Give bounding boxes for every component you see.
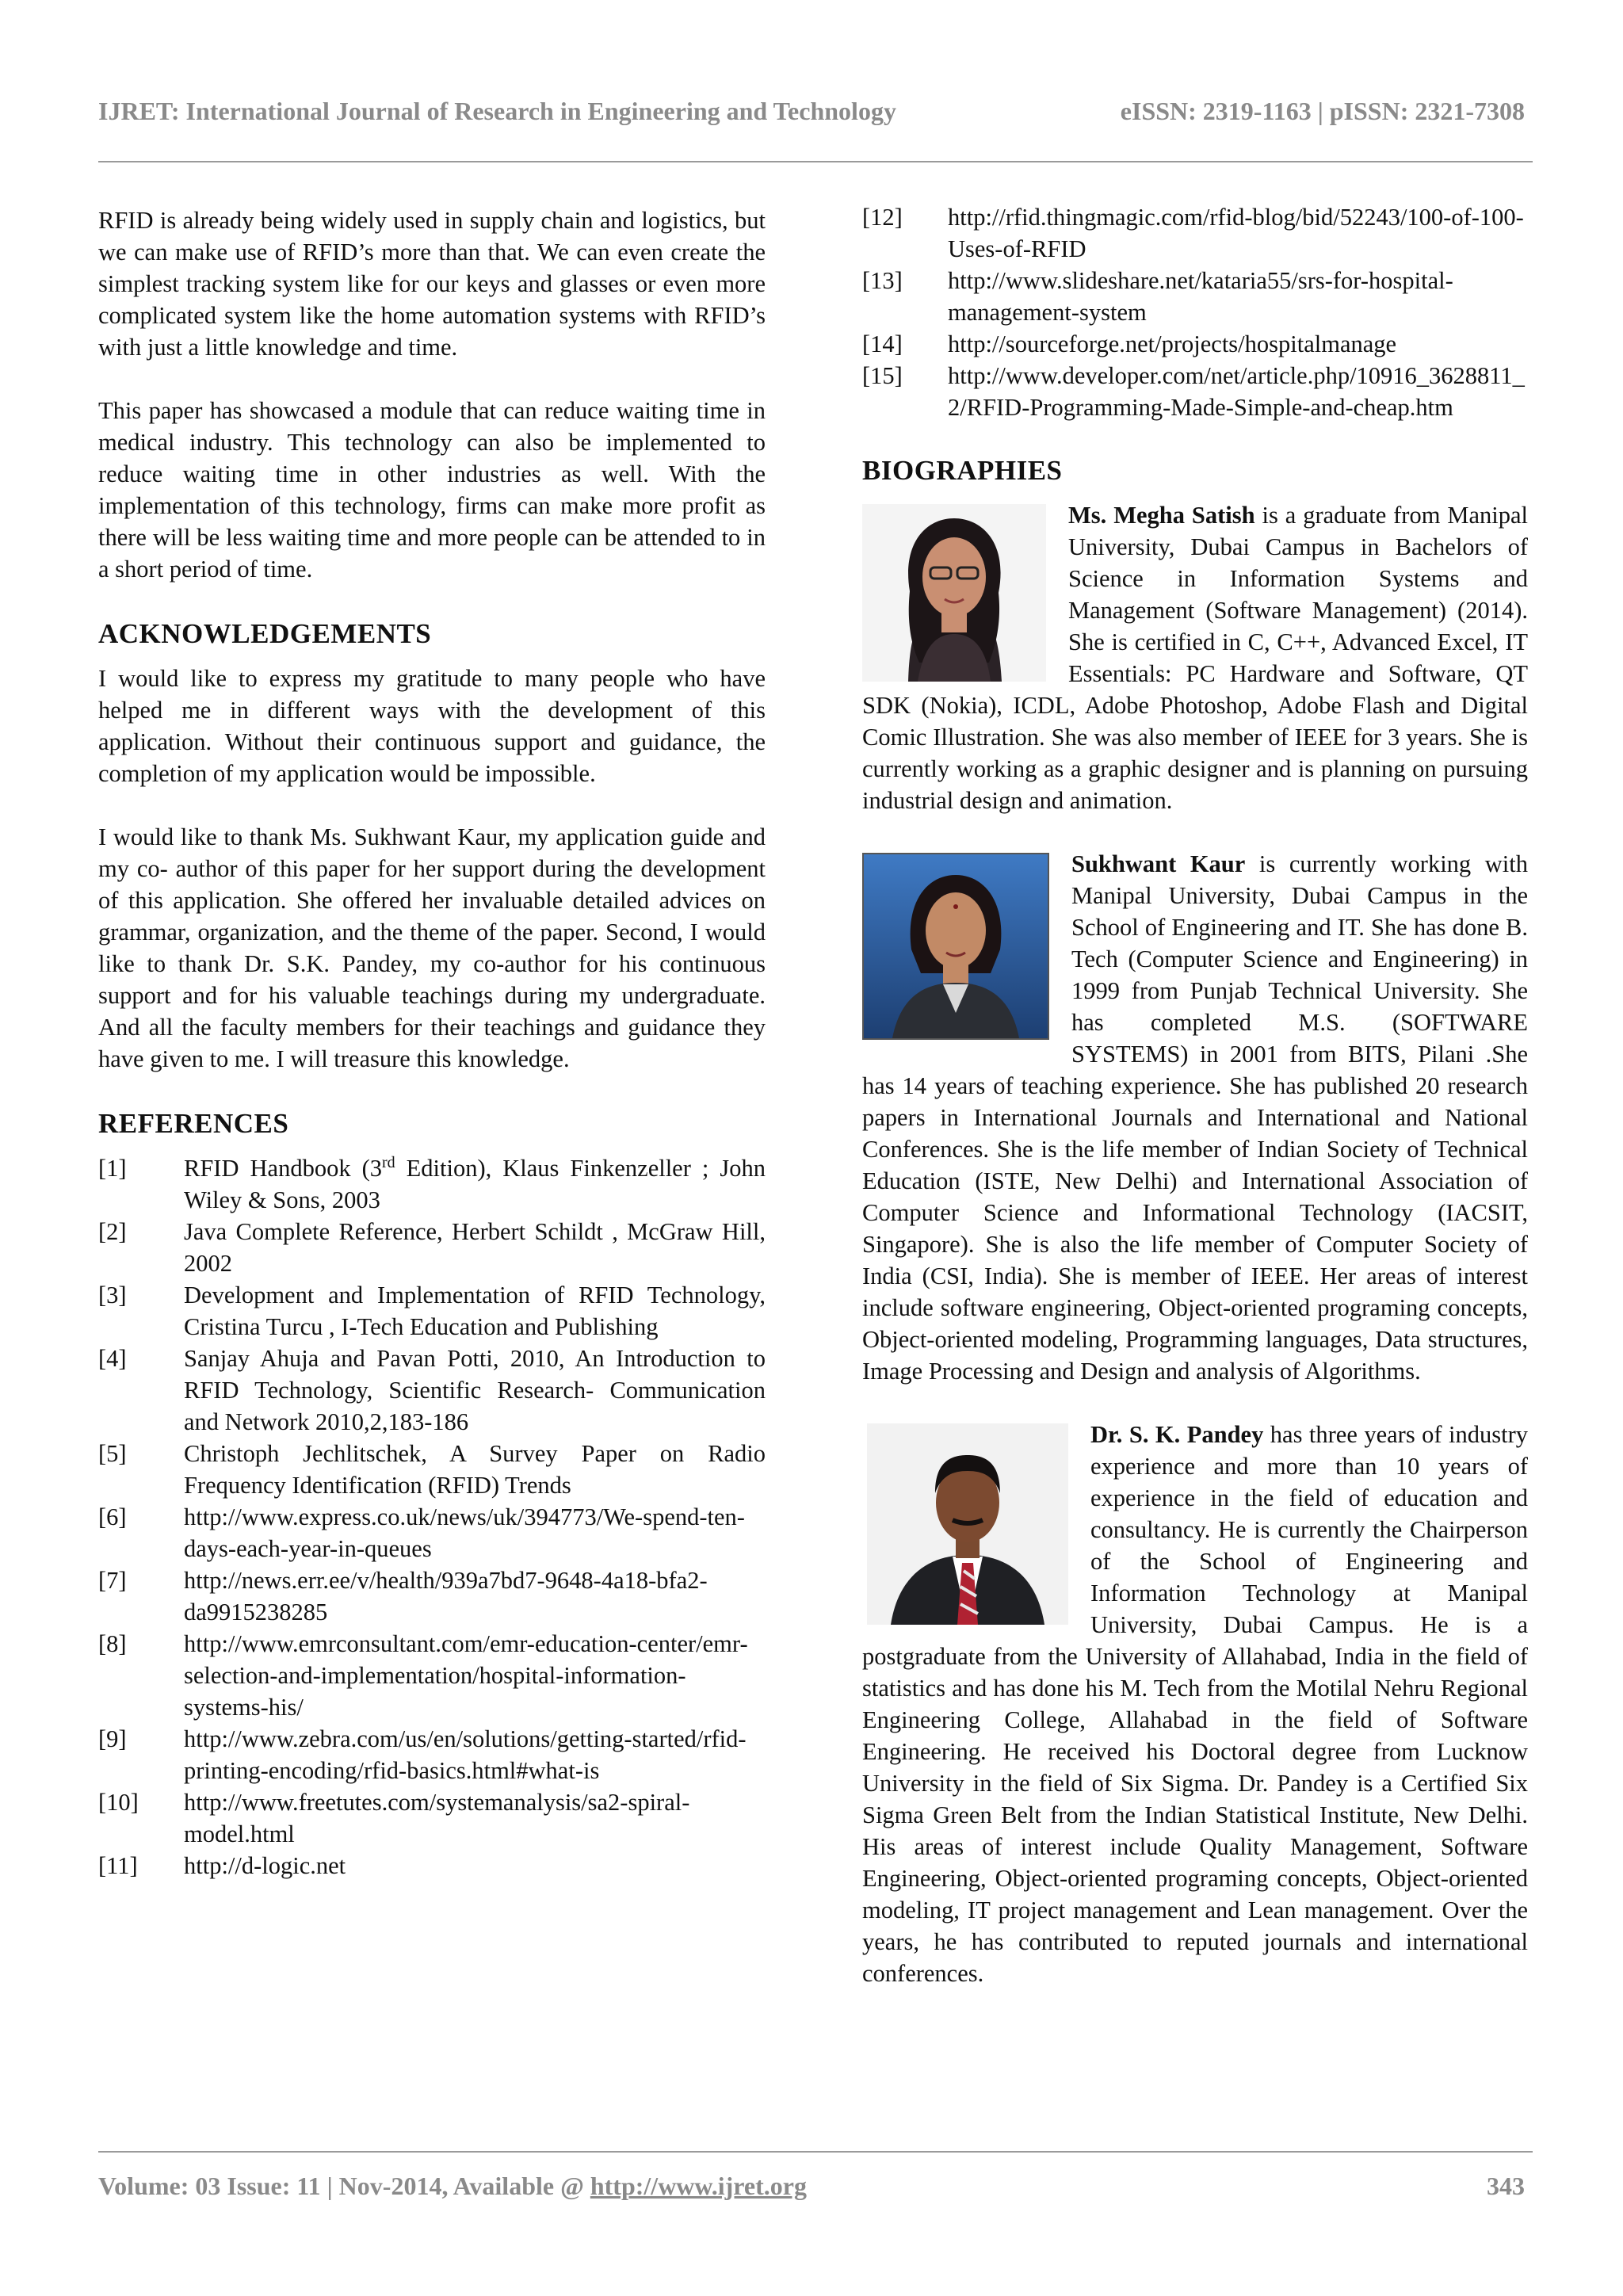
reference-item — [862, 328, 1528, 360]
reference-link[interactable]: http://d-logic.net — [184, 1852, 346, 1879]
reference-number: [13] — [862, 267, 903, 294]
reference-item — [98, 1501, 766, 1564]
issn: eISSN: 2319-1163 | pISSN: 2321-7308 — [1120, 97, 1525, 125]
author-photo-sk-pandey — [867, 1423, 1068, 1625]
reference-number: [14] — [862, 330, 903, 357]
reference-text: Christoph Jechlitschek, A Survey Paper on Radio Frequency Identification (RFID) Trends — [184, 1440, 766, 1499]
bio-name: Sukhwant Kaur — [1071, 850, 1246, 877]
biography-sk-pandey — [862, 1419, 1528, 1989]
reference-number: [5] — [98, 1440, 127, 1467]
portrait-woman-icon — [864, 854, 1048, 1038]
reference-link[interactable]: http://www.developer.com/net/article.php/10916_3628811_2/RFID-Programming-Made-Simple-and-cheap.htm — [948, 362, 1525, 421]
bio-name: Ms. Megha Satish — [1068, 502, 1255, 529]
reference-item — [98, 1216, 766, 1279]
reference-text: Development and Implementation of RFID Technology, Cristina Turcu , I-Tech Education and Publishing — [184, 1282, 766, 1340]
reference-text: RFID Handbook (3rd Edition), Klaus Finkenzeller ; John Wiley & Sons, 2003 — [184, 1153, 766, 1213]
biography-megha-satish — [862, 499, 1528, 816]
biographies-heading: BIOGRAPHIES — [862, 455, 1063, 486]
reference-link[interactable]: http://www.emrconsultant.com/emr-education-center/emr-selection-and-implementation/hospital-information-systems-his/ — [184, 1630, 748, 1721]
reference-item — [98, 1723, 766, 1786]
journal-url-link[interactable]: http://www.ijret.org — [590, 2172, 807, 2200]
portrait-man-suit-icon — [867, 1423, 1068, 1625]
reference-number: [9] — [98, 1725, 127, 1752]
header-rule — [98, 161, 1533, 162]
running-header — [98, 97, 1525, 136]
author-photo-megha-satish — [862, 504, 1046, 682]
reference-item — [98, 1628, 766, 1723]
reference-number: [12] — [862, 204, 903, 231]
reference-number: [10] — [98, 1789, 139, 1816]
volume-text: Volume: 03 Issue: 11 | Nov-2014, Available @ — [98, 2172, 590, 2200]
reference-item — [98, 1152, 766, 1216]
reference-item — [98, 1786, 766, 1850]
reference-item — [862, 265, 1528, 328]
reference-link[interactable]: http://www.slideshare.net/kataria55/srs-for-hospital-management-system — [948, 267, 1453, 326]
references-heading: REFERENCES — [98, 1108, 289, 1139]
page-number: 343 — [1487, 2172, 1525, 2200]
reference-number: [1] — [98, 1155, 127, 1182]
reference-number: [4] — [98, 1345, 127, 1372]
acknowledgement-paragraph-2: I would like to thank Ms. Sukhwant Kaur, my application guide and my co- author of this paper for her support during the development of this application. She offered her invaluable detailed advices on grammar, organization, and the theme of the paper. Second, I would like to thank Dr. S.K. Pandey, my co-author for his continuous support and for his valuable teachings during my undergraduate. And all the faculty members for their teachings and guidance they have given to me. I will treasure this knowledge. — [98, 823, 766, 1072]
bio-text: is currently working with Manipal University, Dubai Campus in the School of Engineering and IT. She has done B. Tech (Computer Science and Engineering) in 1999 from Punjab Technical University. She has completed M.S. (SOFTWARE SYSTEMS) in 2001 from BITS, Pilani .She has 14 years of teaching experience. She has published 20 research papers in International Journals and International and National Conferences. She is the life member of Indian Society of Technical Education (ISTE, New Delhi) and International Association of Computer Science and Informational Technology (IACSIT, Singapore). She is also the life member of Computer Society of India (CSI, India). She is member of IEEE. Her areas of interest include software engineering, Object-oriented programing concepts, Object-oriented modeling, Programming languages, Data structures, Image Processing and Design and analysis of Algorithms. — [862, 850, 1528, 1385]
reference-item — [98, 1343, 766, 1438]
reference-link[interactable]: http://www.freetutes.com/systemanalysis/sa2-spiral-model.html — [184, 1789, 690, 1847]
reference-text: Java Complete Reference, Herbert Schildt , McGraw Hill, 2002 — [184, 1218, 766, 1277]
author-photo-sukhwant-kaur — [862, 853, 1049, 1040]
portrait-woman-glasses-icon — [862, 504, 1046, 682]
conclusion-paragraph-1: RFID is already being widely used in supply chain and logistics, but we can make use of RFID’s more than that. We can even create the simplest tracking system like for our keys and glasses or even more complicated system like the home automation systems with RFID’s with just a little knowledge and time. — [98, 207, 766, 361]
reference-link[interactable]: http://news.err.ee/v/health/939a7bd7-9648-4a18-bfa2-da9915238285 — [184, 1567, 708, 1626]
reference-item — [862, 201, 1528, 265]
reference-number: [3] — [98, 1282, 127, 1308]
acknowledgement-paragraph-1: I would like to express my gratitude to many people who have helped me in different ways with the development of this application. Without their continuous support and guidance, the completion of my application would be impossible. — [98, 665, 766, 787]
reference-link[interactable]: http://www.express.co.uk/news/uk/394773/We-spend-ten-days-each-year-in-queues — [184, 1503, 745, 1562]
reference-link[interactable]: http://www.zebra.com/us/en/solutions/getting-started/rfid-printing-encoding/rfid-basics.html#what-is — [184, 1725, 747, 1784]
reference-number: [11] — [98, 1852, 138, 1879]
bio-text: is a graduate from Manipal University, Dubai Campus in Bachelors of Science in Information Systems and Management (Software Management) (2014). She is certified in C, C++, Advanced Excel, IT Essentials: PC Hardware and Software, QT SDK (Nokia), ICDL, Adobe Photoshop, Adobe Flash and Digital Comic Illustration. She was also member of IEEE for 3 years. She is currently working as a graphic designer and is planning on pursuing industrial design and animation. — [862, 502, 1528, 814]
reference-item — [98, 1850, 766, 1881]
journal-title: IJRET: International Journal of Research in Engineering and Technology — [98, 97, 896, 125]
footer-rule — [98, 2151, 1533, 2153]
reference-item — [862, 360, 1528, 423]
reference-number: [8] — [98, 1630, 127, 1657]
conclusion-paragraph-2: This paper has showcased a module that can reduce waiting time in medical industry. This technology can also be implemented to reduce waiting time in other industries as well. With the implementation of this technology, firms can make more profit as there will be less waiting time and more people can be attended to in a short period of time. — [98, 397, 766, 583]
reference-item — [98, 1438, 766, 1501]
reference-link[interactable]: http://rfid.thingmagic.com/rfid-blog/bid/52243/100-of-100-Uses-of-RFID — [948, 204, 1524, 262]
acknowledgements-heading: ACKNOWLEDGEMENTS — [98, 618, 432, 649]
right-column — [862, 201, 1528, 2021]
reference-number: [2] — [98, 1218, 127, 1245]
reference-number: [7] — [98, 1567, 127, 1594]
reference-link[interactable]: http://sourceforge.net/projects/hospitalmanage — [948, 330, 1397, 357]
reference-text: Sanjay Ahuja and Pavan Potti, 2010, An Introduction to RFID Technology, Scientific Research- Communication and Network 2010,2,183-186 — [184, 1345, 766, 1435]
reference-item — [98, 1279, 766, 1343]
bio-text: has three years of industry experience and more than 10 years of experience in the field of education and consultancy. He is currently the Chairperson of the School of Engineering and Information Technology at Manipal University, Dubai Campus. He is a postgraduate from the University of Allahabad, India in the field of statistics and has done his M. Tech from the Motilal Nehru Regional Engineering College, Allahabad in the field of Software Engineering. He received his Doctoral degree from Lucknow University in the field of Six Sigma. Dr. Pandey is a Certified Six Sigma Green Belt from the Indian Statistical Institute, New Delhi. His areas of interest include Quality Management, Software Engineering, Object-oriented programing concepts, Object-oriented modeling, IT project management and Lean management. Over the years, he has contributed to reputed journals and international conferences. — [862, 1421, 1528, 1987]
volume-info — [98, 2172, 807, 2201]
reference-number: [6] — [98, 1503, 127, 1530]
reference-number: [15] — [862, 362, 903, 389]
bio-name: Dr. S. K. Pandey — [1090, 1421, 1264, 1448]
left-column — [98, 204, 766, 1881]
biography-sukhwant-kaur — [862, 848, 1528, 1387]
reference-item — [98, 1564, 766, 1628]
